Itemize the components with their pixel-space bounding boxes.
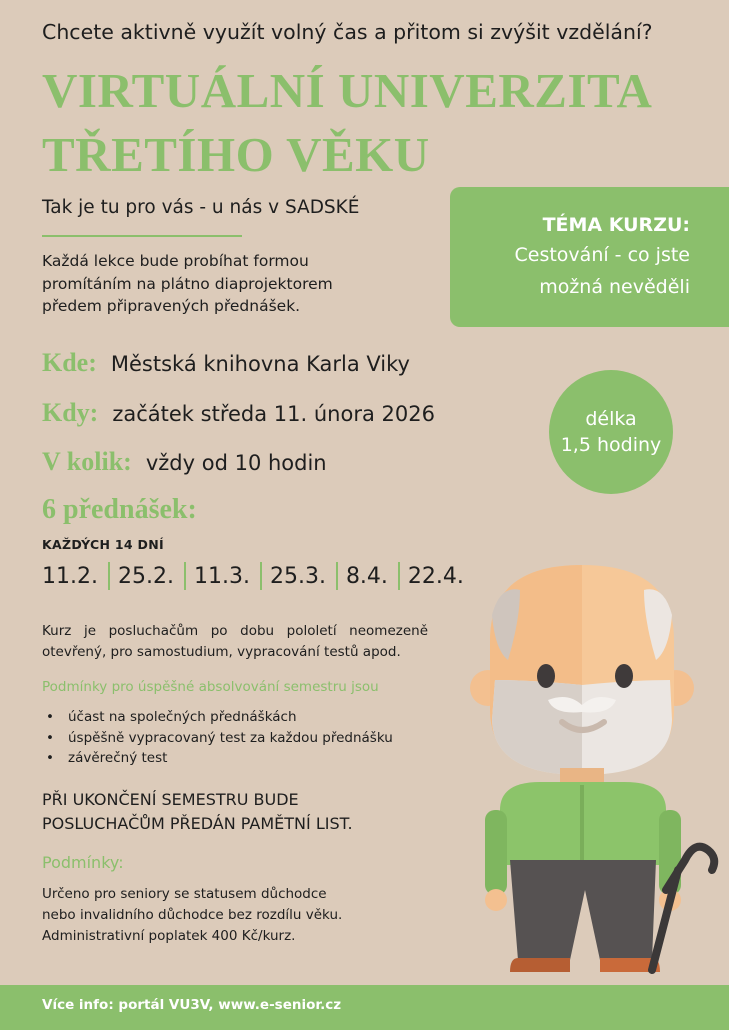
page-title-line2: TŘETÍHO VĚKU	[42, 127, 430, 182]
date-separator	[108, 562, 110, 590]
conditions-heading: Podmínky pro úspěšné absolvování semestru jsou	[42, 679, 379, 695]
topic-heading: TÉMA KURZU:	[542, 214, 690, 236]
list-item: • účast na společných přednáškách	[46, 707, 393, 728]
duration-line2: 1,5 hodiny	[560, 434, 662, 456]
when-value: začátek středa 11. února 2026	[112, 402, 435, 426]
requirements-line2: nebo invalidního důchodce bez rozdílu věku.	[42, 907, 343, 923]
lecture-date: 11.2.	[42, 563, 98, 589]
duration-line1: délka	[585, 408, 637, 430]
conditions-list	[46, 707, 393, 769]
list-item: • úspěšně vypracovaný test za každou přednášku	[46, 728, 393, 749]
description-line: promítáním na plátno diaprojektorem	[42, 274, 333, 293]
eye-right	[615, 664, 633, 688]
requirements-text	[42, 884, 342, 947]
arm-left	[485, 810, 507, 895]
lecture-date: 22.4.	[407, 563, 464, 589]
where-value: Městská knihovna Karla Viky	[110, 352, 410, 376]
when-label: Kdy:	[42, 398, 99, 427]
divider	[42, 235, 242, 237]
elderly-man-illustration	[470, 560, 729, 985]
lectures-frequency: KAŽDÝCH 14 DNÍ	[42, 537, 164, 552]
footer-bar	[0, 985, 729, 1030]
lectures-title: 6 přednášek:	[42, 494, 197, 525]
trousers	[510, 860, 656, 960]
subtitle: Tak je tu pro vás - u nás v SADSKÉ	[42, 197, 360, 218]
lecture-date: 11.3.	[193, 563, 250, 589]
topic-box	[450, 187, 729, 327]
date-separator	[260, 562, 262, 590]
footer-text: Více info: portál VU3V, www.e-senior.cz	[42, 997, 342, 1013]
date-separator	[398, 562, 400, 590]
where-label: Kde:	[42, 348, 97, 377]
hand-left	[485, 889, 507, 911]
shoe-left	[510, 958, 570, 972]
list-item: • závěrečný test	[46, 748, 393, 769]
lecture-date: 25.3.	[269, 563, 326, 589]
eye-left	[537, 664, 555, 688]
lecture-date: 25.2.	[117, 563, 174, 589]
info-time	[42, 447, 327, 477]
duration-badge	[549, 370, 673, 494]
time-label: V kolik:	[42, 447, 132, 476]
description-line: Každá lekce bude probíhat formou	[42, 252, 309, 270]
sweater-seam	[580, 785, 584, 865]
topic-line2: možná nevěděli	[539, 276, 690, 298]
date-separator	[184, 562, 186, 590]
description	[42, 250, 422, 318]
requirements-line3: Administrativní poplatek 400 Kč/kurz.	[42, 928, 296, 944]
page-title-line1: VIRTUÁLNÍ UNIVERZITA	[42, 63, 653, 118]
info-when	[42, 398, 435, 428]
certificate-notice: PŘI UKONČENÍ SEMESTRU BUDE POSLUCHAČŮM PŘEDÁN PAMĚTNÍ LIST.	[42, 790, 353, 833]
info-where	[42, 348, 410, 378]
time-value: vždy od 10 hodin	[145, 451, 327, 475]
tagline: Chcete aktivně využít volný čas a přitom si zvýšit vzdělání?	[42, 20, 653, 44]
requirements-line1: Určeno pro seniory se statusem důchodce	[42, 886, 327, 902]
date-separator	[336, 562, 338, 590]
lecture-date: 8.4.	[345, 563, 388, 589]
description-line: předem připravených přednášek.	[42, 297, 301, 315]
topic-line1: Cestování - co jste	[514, 244, 690, 266]
requirements-heading: Podmínky:	[42, 853, 124, 872]
course-text: Kurz je posluchačům po dobu pololetí neomezeně otevřený, pro samostudium, vypracování testů apod.	[42, 623, 428, 660]
lecture-dates	[42, 562, 464, 590]
